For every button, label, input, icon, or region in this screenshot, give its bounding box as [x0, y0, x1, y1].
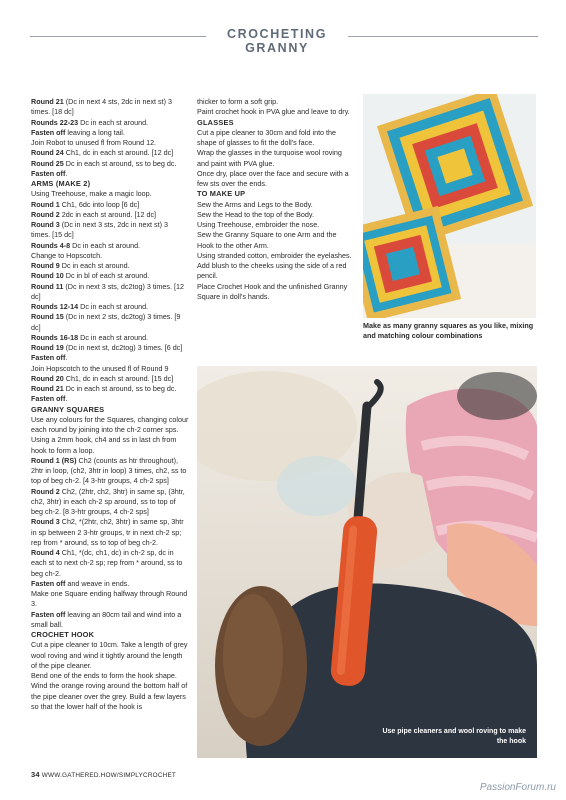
- instruction-line: [197, 230, 355, 251]
- instruction-line: [31, 220, 189, 241]
- instruction-text: Bend one of the ends to form the hook shape.: [31, 671, 177, 680]
- instruction-line: [31, 312, 189, 333]
- instruction-label: Rounds 12-14: [31, 302, 79, 311]
- instruction-label: Round 20: [31, 373, 64, 383]
- text-column-left: [31, 97, 189, 712]
- crochet-hook-caption: Use pipe cleaners and wool roving to make the hook: [382, 728, 526, 745]
- header-rule-left: [30, 36, 206, 37]
- instruction-line: [31, 456, 189, 487]
- instruction-line: [197, 169, 355, 190]
- header-rule-right: [348, 36, 538, 37]
- instruction-text: Wind the orange roving around the bottom half of the pipe cleaner over the grey. Build a few layers so that the lower half of the hook is: [31, 681, 188, 711]
- instruction-text: Using Treehouse, embroider the nose.: [197, 220, 320, 229]
- instruction-line: [31, 435, 189, 456]
- instruction-label: Fasten off: [31, 168, 66, 178]
- section-heading: GLASSES: [197, 117, 234, 127]
- instruction-text: Ch1, dc in each st around. [15 dc]: [63, 373, 174, 383]
- instruction-label: Round 9: [31, 261, 60, 270]
- instruction-line: [31, 333, 189, 343]
- instruction-line: [31, 610, 189, 631]
- instruction-text: Add blush to the cheeks using the side of a red pencil.: [197, 261, 347, 281]
- instruction-label: Round 25: [31, 158, 64, 168]
- instruction-label: Rounds 22-23: [31, 117, 79, 127]
- instruction-label: Round 21: [31, 384, 64, 393]
- instruction-text: Dc in each st around.: [59, 261, 130, 270]
- instruction-text: (Dc in next 3 sts, dc2tog) 3 times. [12 dc]: [31, 281, 184, 301]
- instruction-line: [31, 200, 189, 210]
- instruction-label: Round 24: [31, 148, 64, 158]
- instruction-label: Fasten off: [31, 578, 66, 588]
- instruction-line: [31, 394, 189, 404]
- instruction-line: [31, 261, 189, 271]
- instruction-text: Ch2, (2htr, ch2, 3htr) in same sp, (3htr, ch2, 3htr) in each ch-2 sp around, ss to top of beg ch-2. [8 3-htr groups, 4 ch-2 sps]: [31, 486, 185, 516]
- instruction-text: Join Hopscotch to the unused fl of Round 9: [31, 363, 169, 373]
- instruction-text: Using Treehouse, make a magic loop.: [31, 189, 152, 199]
- text-column-middle: [197, 97, 355, 302]
- instruction-label: Round 1 (RS): [31, 455, 77, 465]
- section-heading: CROCHET HOOK: [31, 630, 95, 639]
- instruction-text: Paint crochet hook in PVA glue and leave to dry.: [197, 107, 350, 117]
- instruction-line: [197, 210, 355, 220]
- page-header: [0, 0, 566, 55]
- instruction-line: [197, 282, 355, 303]
- instruction-text: .: [65, 353, 68, 363]
- instruction-line: [31, 282, 189, 303]
- granny-squares-caption: Make as many granny squares as you like, mixing and matching colour combinations: [363, 321, 534, 341]
- instruction-line: [31, 189, 189, 199]
- instruction-text: Using stranded cotton, embroider the eyelashes.: [197, 250, 352, 260]
- instruction-line: [197, 97, 355, 107]
- crochet-hook-doll-photo: [197, 366, 537, 758]
- instruction-text: Ch1, *(dc, ch1, dc) in ch-2 sp, dc in each st to next ch-2 sp; rep from * around, ss to beg ch-2.: [31, 548, 183, 578]
- instruction-label: Round 21: [31, 97, 64, 106]
- instruction-text: (Dc in next 3 sts, 2dc in next st) 3 times. [15 dc]: [31, 220, 169, 240]
- instruction-label: Rounds 16-18: [31, 332, 79, 342]
- instruction-text: (Dc in next 4 sts, 2dc in next st) 3 times. [18 dc]: [31, 97, 173, 117]
- instruction-text: Ch1, dc in each st around. [12 dc]: [63, 148, 174, 158]
- instruction-line: [31, 415, 189, 436]
- instruction-line: [31, 579, 189, 589]
- instruction-line: [197, 251, 355, 261]
- instruction-text: Dc in each st around.: [78, 332, 149, 342]
- instruction-text: Dc in bl of each st around.: [63, 271, 150, 281]
- instruction-text: Using a 2mm hook, ch4 and ss in last ch from hook to form a loop.: [31, 435, 177, 455]
- instruction-text: Once dry, place over the face and secure with a few sts over the ends.: [197, 168, 349, 188]
- instruction-text: Ch2, *(2htr, ch2, 3htr) in same sp, 3htr in sp between 2 3-htr groups, tr in next ch-2 sp; rep from * around, ss to top of beg ch-2.: [31, 517, 184, 547]
- instruction-line: [31, 671, 189, 681]
- instruction-line: [197, 220, 355, 230]
- instruction-text: Dc in each st around.: [78, 117, 149, 127]
- instruction-line: [31, 364, 189, 374]
- watermark-text: PassionForum.ru: [479, 782, 556, 793]
- instruction-text: (Dc in next st, dc2tog) 3 times. [6 dc]: [63, 343, 183, 352]
- footer-url: WWW.GATHERED.HOW/SIMPLYCROCHET: [41, 772, 177, 779]
- instruction-label: Round 3: [31, 517, 60, 527]
- instruction-line: [31, 138, 189, 148]
- instruction-line: [31, 681, 189, 712]
- instruction-line: [31, 640, 189, 671]
- section-heading: ARMS (MAKE 2): [31, 179, 91, 188]
- instruction-line: [31, 159, 189, 169]
- instruction-label: Round 2: [31, 486, 60, 496]
- instruction-line: [31, 517, 189, 548]
- instruction-line: [197, 261, 355, 282]
- instruction-label: Round 11: [31, 281, 64, 291]
- instruction-label: Round 4: [31, 548, 60, 557]
- instruction-line: [31, 384, 189, 394]
- instruction-line: [31, 374, 189, 384]
- instruction-label: Round 2: [31, 209, 60, 219]
- section-title: CROCHETING GRANNY: [226, 27, 328, 55]
- instruction-label: Round 15: [31, 312, 64, 322]
- granny-squares-photo: [363, 94, 536, 318]
- instruction-text: .: [65, 394, 68, 404]
- instruction-text: Cut a pipe cleaner to 10cm. Take a length of grey wool roving and wind it tightly around the length of the pipe cleaner.: [31, 640, 188, 670]
- instruction-label: Round 19: [31, 343, 64, 352]
- instruction-line: [197, 148, 355, 169]
- instruction-line: [31, 251, 189, 261]
- instruction-text: 2dc in each st around. [12 dc]: [59, 209, 157, 219]
- page-footer: [31, 770, 176, 779]
- instruction-text: thicker to form a soft grip.: [197, 97, 279, 106]
- instruction-line: [31, 353, 189, 363]
- instruction-label: Round 3: [31, 220, 60, 229]
- instruction-text: Dc in each st around, ss to beg dc.: [63, 384, 177, 393]
- instruction-label: Rounds 4-8: [31, 240, 71, 250]
- instruction-label: Fasten off: [31, 127, 66, 137]
- instruction-text: Wrap the glasses in the turquoise wool roving and paint with PVA glue.: [197, 148, 342, 168]
- section-heading: TO MAKE UP: [197, 189, 246, 199]
- instruction-line: [31, 271, 189, 281]
- instruction-line: [31, 169, 189, 179]
- instruction-text: Ch2 (counts as htr throughout), 2htr in loop, (ch2, 3htr in loop) 3 times, ch2, ss to top of beg ch-2. [4 3-htr groups, 4 ch-2 sps]: [31, 455, 187, 486]
- instruction-line: [31, 210, 189, 220]
- instruction-line: [31, 241, 189, 251]
- instruction-text: Join Robot to unused fl from Round 12.: [31, 138, 157, 147]
- instruction-line: [31, 487, 189, 518]
- instruction-text: Make one Square ending halfway through Round 3.: [31, 589, 188, 609]
- instruction-line: [31, 97, 189, 118]
- instruction-label: Fasten off: [31, 353, 66, 363]
- section-heading: GRANNY SQUARES: [31, 404, 105, 414]
- instruction-label: Fasten off: [31, 394, 66, 404]
- instruction-line: [31, 589, 189, 610]
- instruction-text: Dc in each st around, ss to beg dc.: [63, 158, 177, 168]
- instruction-text: Dc in each st around.: [78, 302, 149, 311]
- instruction-text: leaving an 80cm tail and wind into a small ball.: [31, 609, 182, 629]
- instruction-line: [31, 128, 189, 138]
- instruction-text: Change to Hopscotch.: [31, 250, 103, 260]
- instruction-text: (Dc in next 2 sts, dc2tog) 3 times. [9 dc]: [31, 312, 181, 332]
- instruction-text: Place Crochet Hook and the unfinished Granny Square in doll's hands.: [197, 281, 348, 301]
- instruction-text: Sew the Arms and Legs to the Body.: [197, 199, 313, 209]
- instruction-text: Ch1, 6dc into loop [6 dc]: [59, 199, 140, 209]
- instruction-text: Sew the Granny Square to one Arm and the Hook to the other Arm.: [197, 230, 337, 250]
- instruction-line: [31, 148, 189, 158]
- instruction-text: Sew the Head to the top of the Body.: [197, 209, 314, 219]
- instruction-line: [197, 200, 355, 210]
- instruction-text: Dc in each st around.: [70, 240, 141, 250]
- instruction-line: [31, 302, 189, 312]
- instruction-line: [31, 118, 189, 128]
- instruction-label: Round 10: [31, 271, 64, 281]
- instruction-text: and weave in ends.: [65, 578, 130, 588]
- instruction-line: [31, 548, 189, 579]
- page-number: 34: [31, 770, 40, 779]
- instruction-line: [31, 343, 189, 353]
- instruction-label: Round 1: [31, 199, 60, 209]
- instruction-line: [197, 128, 355, 149]
- instruction-text: Cut a pipe cleaner to 30cm and fold into the shape of glasses to fit the doll's face.: [197, 127, 337, 147]
- instruction-label: Fasten off: [31, 609, 66, 619]
- instruction-line: [197, 107, 355, 117]
- instruction-text: Use any colours for the Squares, changing colour each round by joining into the ch-2 corner sps.: [31, 414, 189, 434]
- instruction-text: leaving a long tail.: [65, 127, 125, 137]
- instruction-text: .: [65, 168, 68, 178]
